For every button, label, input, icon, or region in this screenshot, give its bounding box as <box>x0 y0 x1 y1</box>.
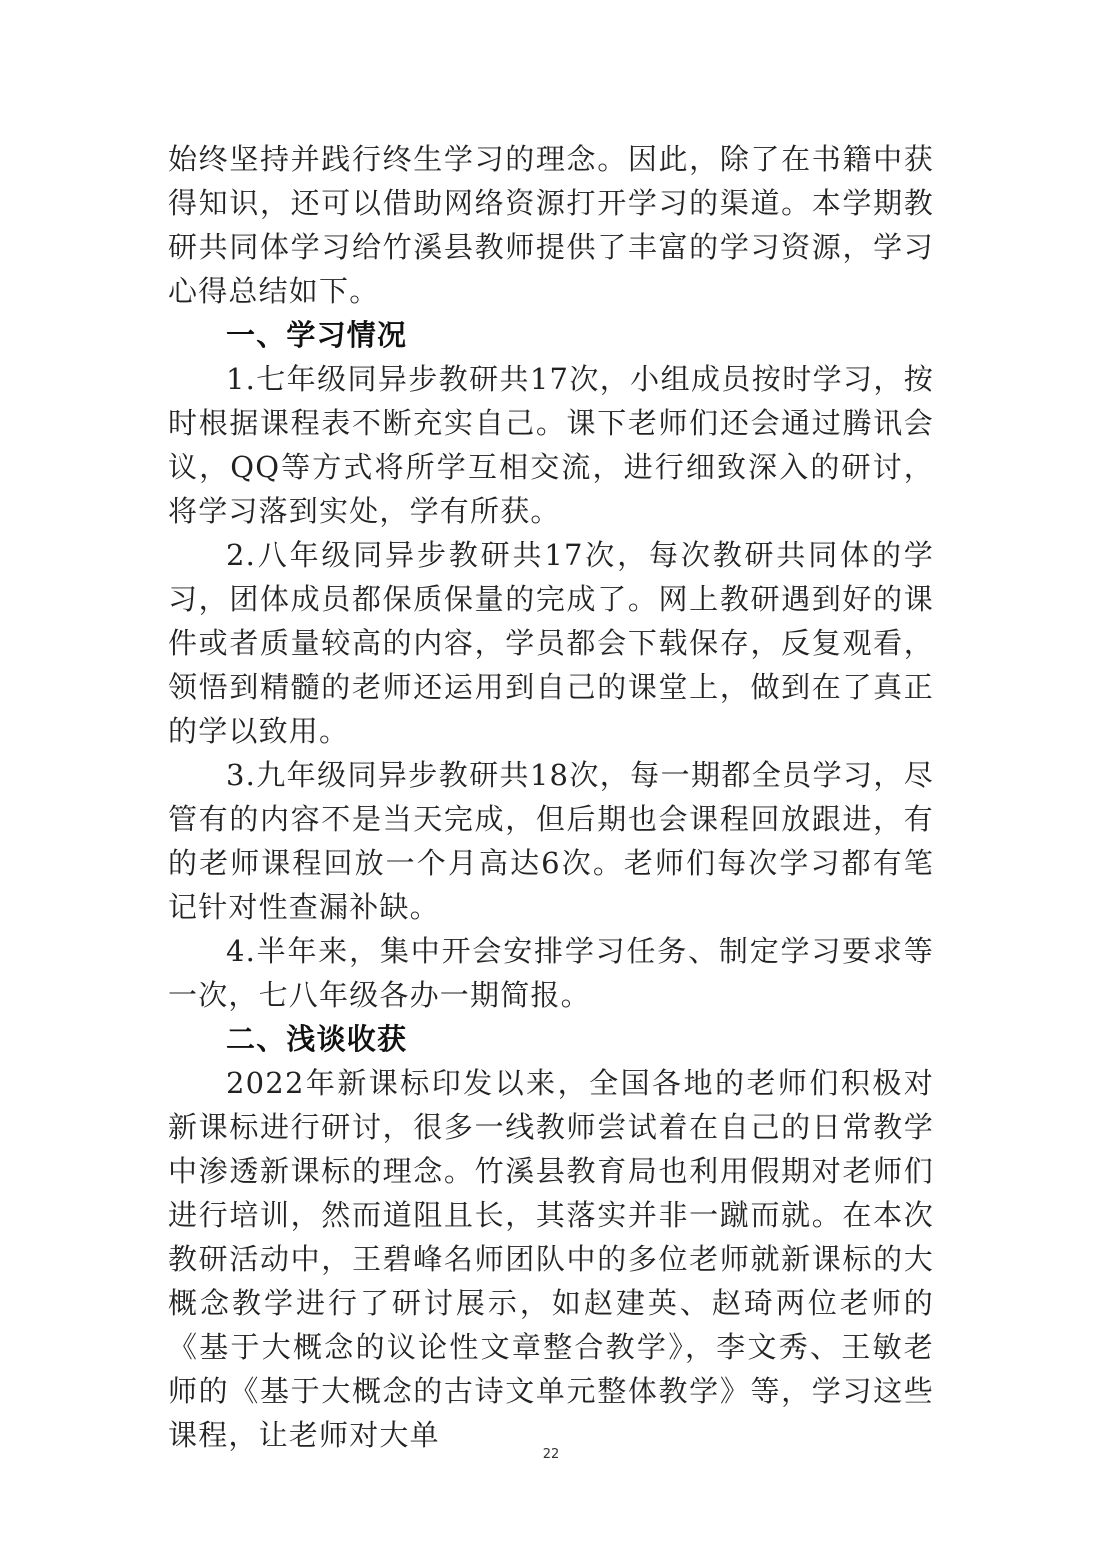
page-number: 22 <box>542 1447 560 1462</box>
paragraph-half-year: 4.半年来，集中开会安排学习任务、制定学习要求等一次，七八年级各办一期简报。 <box>168 934 934 1012</box>
document-body <box>168 137 934 1457</box>
paragraph-new-curriculum: 2022年新课标印发以来，全国各地的老师们积极对新课标进行研讨，很多一线教师尝试着在自己的日常教学中渗透新课标的理念。竹溪县教育局也利用假期对老师们进行培训，然而道阻且长，其落实并非一蹴而就。在本次教研活动中，王碧峰名师团队中的多位老师就新课标的大概念教学进行了研讨展示，如赵建英、赵琦两位老师的《基于大概念的议论性文章整合教学》，李文秀、王敏老师的《基于大概念的古诗文单元整体教学》等，学习这些课程，让老师对大单 <box>168 1066 934 1452</box>
section-heading-study-status: 一、学习情况 <box>226 318 408 352</box>
paragraph-grade-seven: 1.七年级同异步教研共17次，小组成员按时学习，按时根据课程表不断充实自己。课下老师们还会通过腾讯会议，QQ等方式将所学互相交流，进行细致深入的研讨，将学习落到实处，学有所获。 <box>168 362 934 528</box>
paragraph-grade-eight: 2.八年级同异步教研共17次，每次教研共同体的学习，团体成员都保质保量的完成了。网上教研遇到好的课件或者质量较高的内容，学员都会下载保存，反复观看，领悟到精髓的老师还运用到自己的课堂上，做到在了真正的学以致用。 <box>168 538 934 748</box>
paragraph-grade-nine: 3.九年级同异步教研共18次，每一期都全员学习，尽管有的内容不是当天完成，但后期也会课程回放跟进，有的老师课程回放一个月高达6次。老师们每次学习都有笔记针对性查漏补缺。 <box>168 758 934 924</box>
intro-paragraph: 始终坚持并践行终生学习的理念。因此，除了在书籍中获得知识，还可以借助网络资源打开学习的渠道。本学期教研共同体学习给竹溪县教师提供了丰富的学习资源，学习心得总结如下。 <box>168 142 934 308</box>
section-heading-harvest: 二、浅谈收获 <box>226 1022 408 1056</box>
